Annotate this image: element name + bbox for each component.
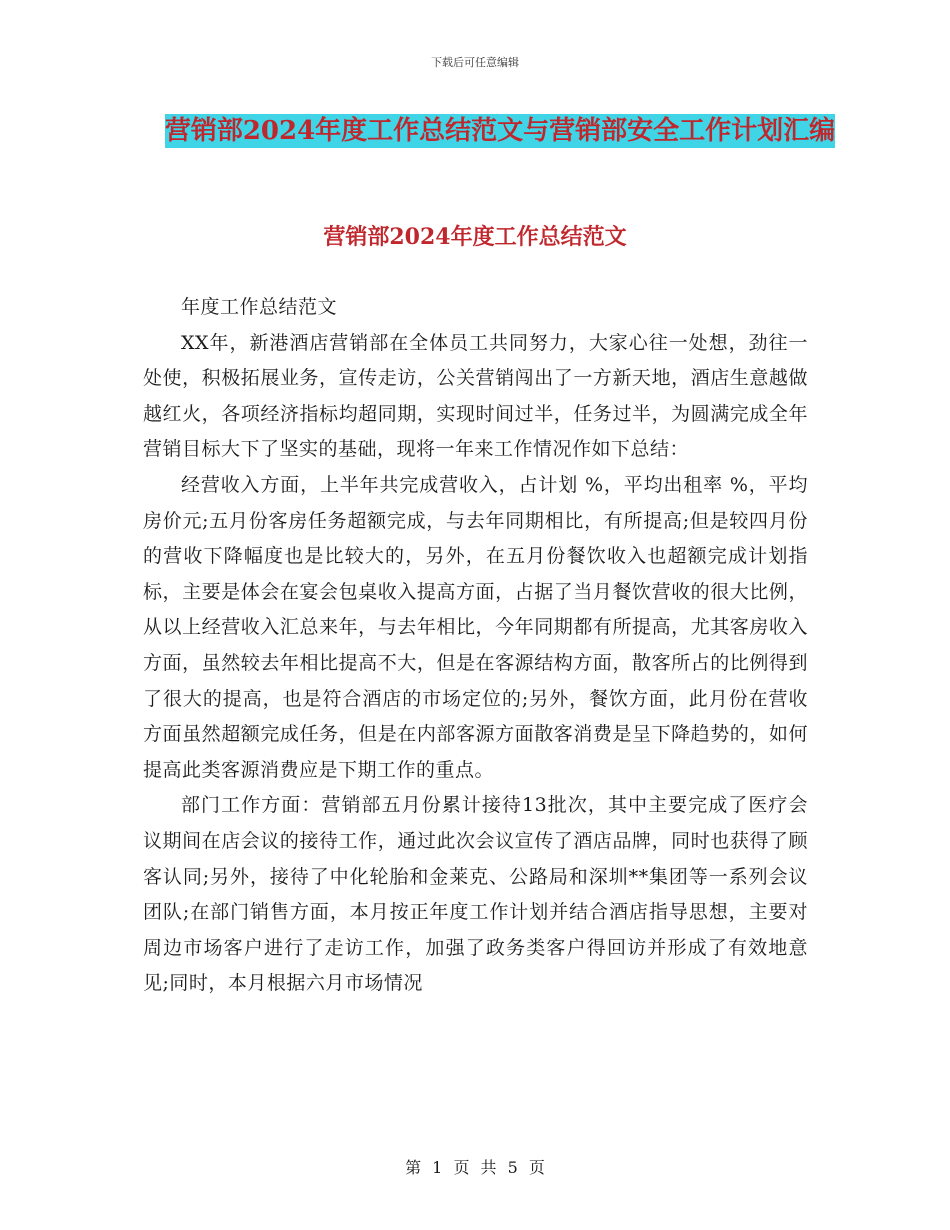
paragraph: 部门工作方面：营销部五月份累计接待13批次，其中主要完成了医疗会议期间在店会议的接待工作，通过此次会议宣传了酒店品牌，同时也获得了顾客认同;另外，接待了中化轮胎和金莱克、公路局和深圳**集团等一系列会议团队;在部门销售方面，本月按正年度工作计划并结合酒店指导思想，主要对周边市场客户进行了走访工作，加强了政务类客户得回访并形成了有效地意见;同时，本月根据六月市场情况: [143, 794, 808, 995]
page-footer: 第 1 页 共 5 页: [405, 1158, 545, 1177]
document-body: [143, 290, 808, 1002]
document-title-text: 营销部2024年度工作总结范文与营销部安全工作计划汇编: [164, 116, 836, 146]
paragraph: 经营收入方面，上半年共完成营收入，占计划 %，平均出租率 %，平均房价元;五月份客房任务超额完成，与去年同期相比，有所提高;但是较四月份的营收下降幅度也是比较大的，另外，在五月份餐饮收入也超额完成计划指标，主要是体会在宴会包桌收入提高方面，占据了当月餐饮营收的很大比例，从以上经营收入汇总来年，与去年相比，今年同期都有所提高，尤其客房收入方面，虽然较去年相比提高不大，但是在客源结构方面，散客所占的比例得到了很大的提高，也是符合酒店的市场定位的;另外，餐饮方面，此月份在营收方面虽然超额完成任务，但是在内部客源方面散客消费是呈下降趋势的，如何提高此类客源消费应是下期工作的重点。: [143, 473, 808, 781]
paragraph: 年度工作总结范文: [181, 296, 338, 318]
document-title: [110, 108, 890, 154]
section-title: 营销部2024年度工作总结范文: [323, 224, 627, 250]
header-note: 下载后可任意编辑: [431, 56, 519, 69]
paragraph: XX年，新港酒店营销部在全体员工共同努力，大家心往一处想，劲往一处使，积极拓展业务，宣传走访，公关营销闯出了一方新天地，酒店生意越做越红火，各项经济指标均超同期，实现时间过半，任务过半，为圆满完成全年营销目标大下了坚实的基础，现将一年来工作情况作如下总结：: [143, 331, 808, 461]
